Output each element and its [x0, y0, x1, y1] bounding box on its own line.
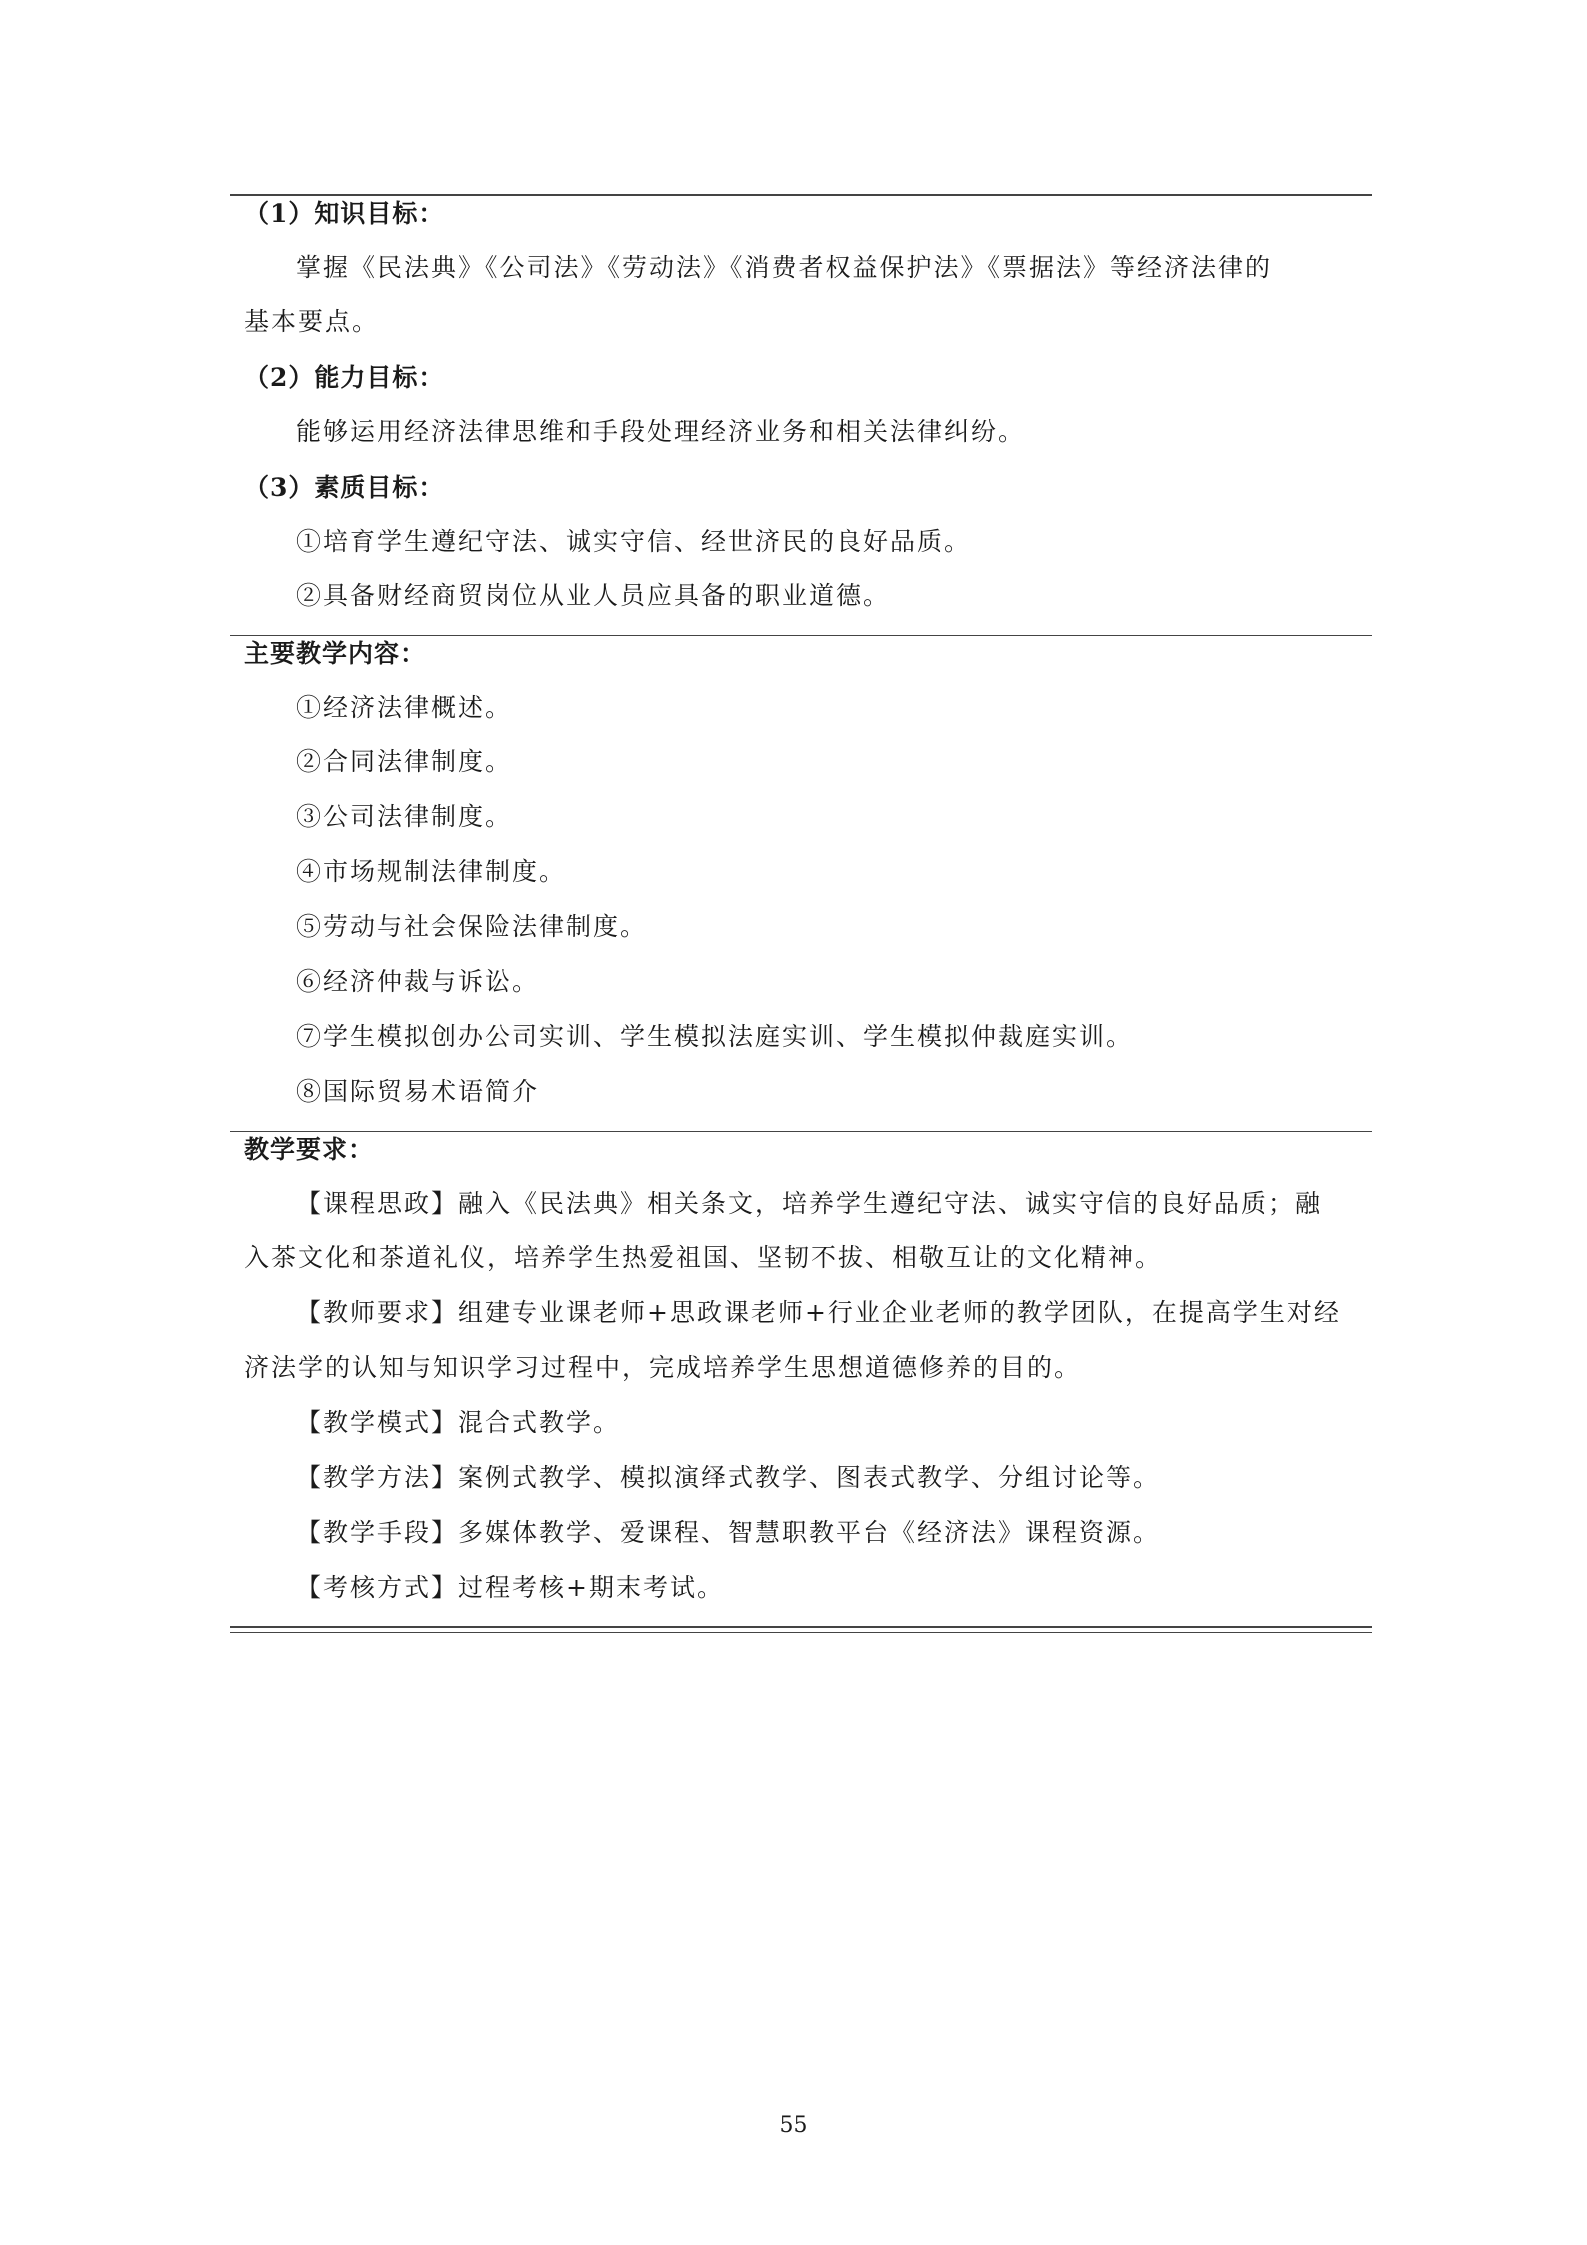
- section-divider-2: [230, 1131, 1372, 1132]
- quality-objective-heading: （3）素质目标：: [244, 473, 445, 502]
- teaching-method: 【教学方法】案例式教学、模拟演绎式教学、图表式教学、分组讨论等。: [296, 1463, 1161, 1492]
- page-number: 55: [779, 2113, 808, 2138]
- quality-objective-item-1: ①培育学生遵纪守法、诚实守信、经世济民的良好品质。: [296, 527, 972, 556]
- main-content-heading: 主要教学内容：: [244, 639, 427, 668]
- knowledge-objective-line-2: 基本要点。: [244, 307, 380, 336]
- content-item-5: ⑤劳动与社会保险法律制度。: [296, 912, 648, 941]
- content-item-4: ④市场规制法律制度。: [296, 857, 567, 886]
- ability-objective-heading: （2）能力目标：: [244, 363, 445, 392]
- content-item-3: ③公司法律制度。: [296, 802, 513, 831]
- content-item-7: ⑦学生模拟创办公司实训、学生模拟法庭实训、学生模拟仲裁庭实训。: [296, 1022, 1134, 1051]
- ability-objective-line-1: 能够运用经济法律思维和手段处理经济业务和相关法律纠纷。: [296, 417, 1026, 446]
- quality-objective-item-2: ②具备财经商贸岗位从业人员应具备的职业道德。: [296, 581, 891, 610]
- assessment-method: 【考核方式】过程考核+期末考试。: [296, 1573, 724, 1602]
- content-item-8: ⑧国际贸易术语简介: [296, 1077, 540, 1106]
- section-divider-1: [230, 635, 1372, 636]
- teaching-requirements-heading: 教学要求：: [244, 1135, 375, 1164]
- knowledge-objective-heading: （1）知识目标：: [244, 199, 445, 228]
- ideology-line-2: 入茶文化和茶道礼仪，培养学生热爱祖国、坚韧不拔、相敬互让的文化精神。: [244, 1243, 1163, 1272]
- teacher-requirement-line-1: 【教师要求】组建专业课老师+思政课老师+行业企业老师的教学团队，在提高学生对经: [296, 1298, 1341, 1327]
- teaching-means: 【教学手段】多媒体教学、爱课程、智慧职教平台《经济法》课程资源。: [296, 1518, 1161, 1547]
- table-bottom-border: [230, 1626, 1372, 1628]
- table-bottom-border-inner: [230, 1632, 1372, 1633]
- teacher-requirement-line-2: 济法学的认知与知识学习过程中，完成培养学生思想道德修养的目的。: [244, 1353, 1082, 1382]
- content-item-2: ②合同法律制度。: [296, 747, 513, 776]
- table-top-border: [230, 194, 1372, 196]
- ideology-line-1: 【课程思政】融入《民法典》相关条文，培养学生遵纪守法、诚实守信的良好品质；融: [296, 1189, 1323, 1218]
- content-item-6: ⑥经济仲裁与诉讼。: [296, 967, 540, 996]
- teaching-mode: 【教学模式】混合式教学。: [296, 1408, 621, 1437]
- content-item-1: ①经济法律概述。: [296, 693, 513, 722]
- knowledge-objective-line-1: 掌握《民法典》《公司法》《劳动法》《消费者权益保护法》《票据法》等经济法律的: [296, 253, 1273, 282]
